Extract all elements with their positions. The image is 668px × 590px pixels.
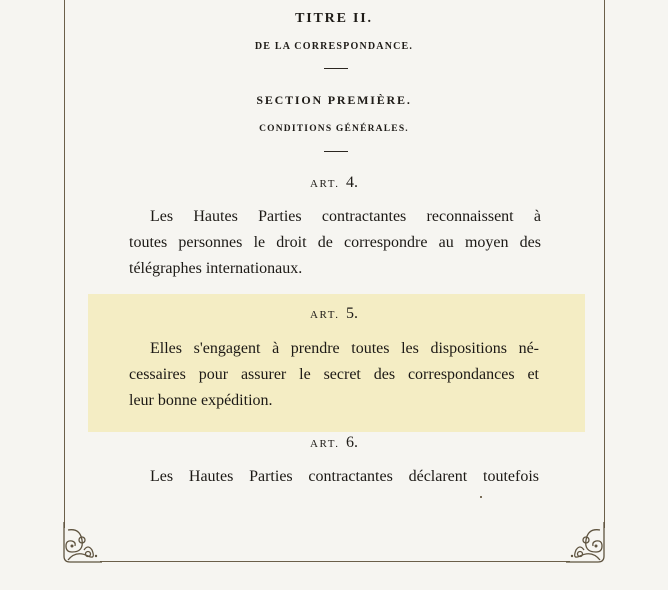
bottom-border-rule [100, 561, 570, 562]
title-subheading: DE LA CORRESPONDANCE. [254, 41, 414, 52]
article-paragraph [150, 464, 539, 490]
divider [324, 68, 348, 69]
article-paragraph [129, 336, 539, 414]
paragraph-line: Les Hautes Parties contractantes déclarent toutefois [150, 468, 539, 485]
corner-ornament-right-icon [564, 520, 610, 566]
paragraph-line: leur bonne expédition. [129, 392, 273, 409]
title-heading: TITRE II. [295, 11, 373, 26]
article-number: 5. [346, 305, 359, 322]
article-number: 4. [346, 174, 359, 191]
paragraph-line: cessaires pour assurer le secret des correspondances et [129, 366, 539, 383]
divider [324, 151, 348, 152]
article-label: ART. [309, 309, 340, 321]
ink-speck [480, 496, 482, 498]
article-label: ART. [309, 178, 340, 190]
corner-ornament-left-icon [58, 520, 104, 566]
section-subheading: CONDITIONS GÉNÉRALES. [259, 124, 409, 134]
paragraph-line: Elles s'engagent à prendre toutes les dispositions né- [150, 340, 539, 357]
article-paragraph [129, 204, 541, 282]
article-number: 6. [346, 434, 359, 451]
article-heading [0, 434, 668, 452]
section-heading: SECTION PREMIÈRE. [256, 93, 412, 107]
paragraph-line: Les Hautes Parties contractantes reconnaissent à [150, 208, 541, 225]
article-label: ART. [309, 438, 340, 450]
article-heading [0, 305, 668, 323]
paragraph-line: toutes personnes le droit de correspondre au moyen des [129, 234, 541, 251]
article-heading [0, 174, 668, 192]
paragraph-line: télégraphes internationaux. [129, 260, 303, 277]
